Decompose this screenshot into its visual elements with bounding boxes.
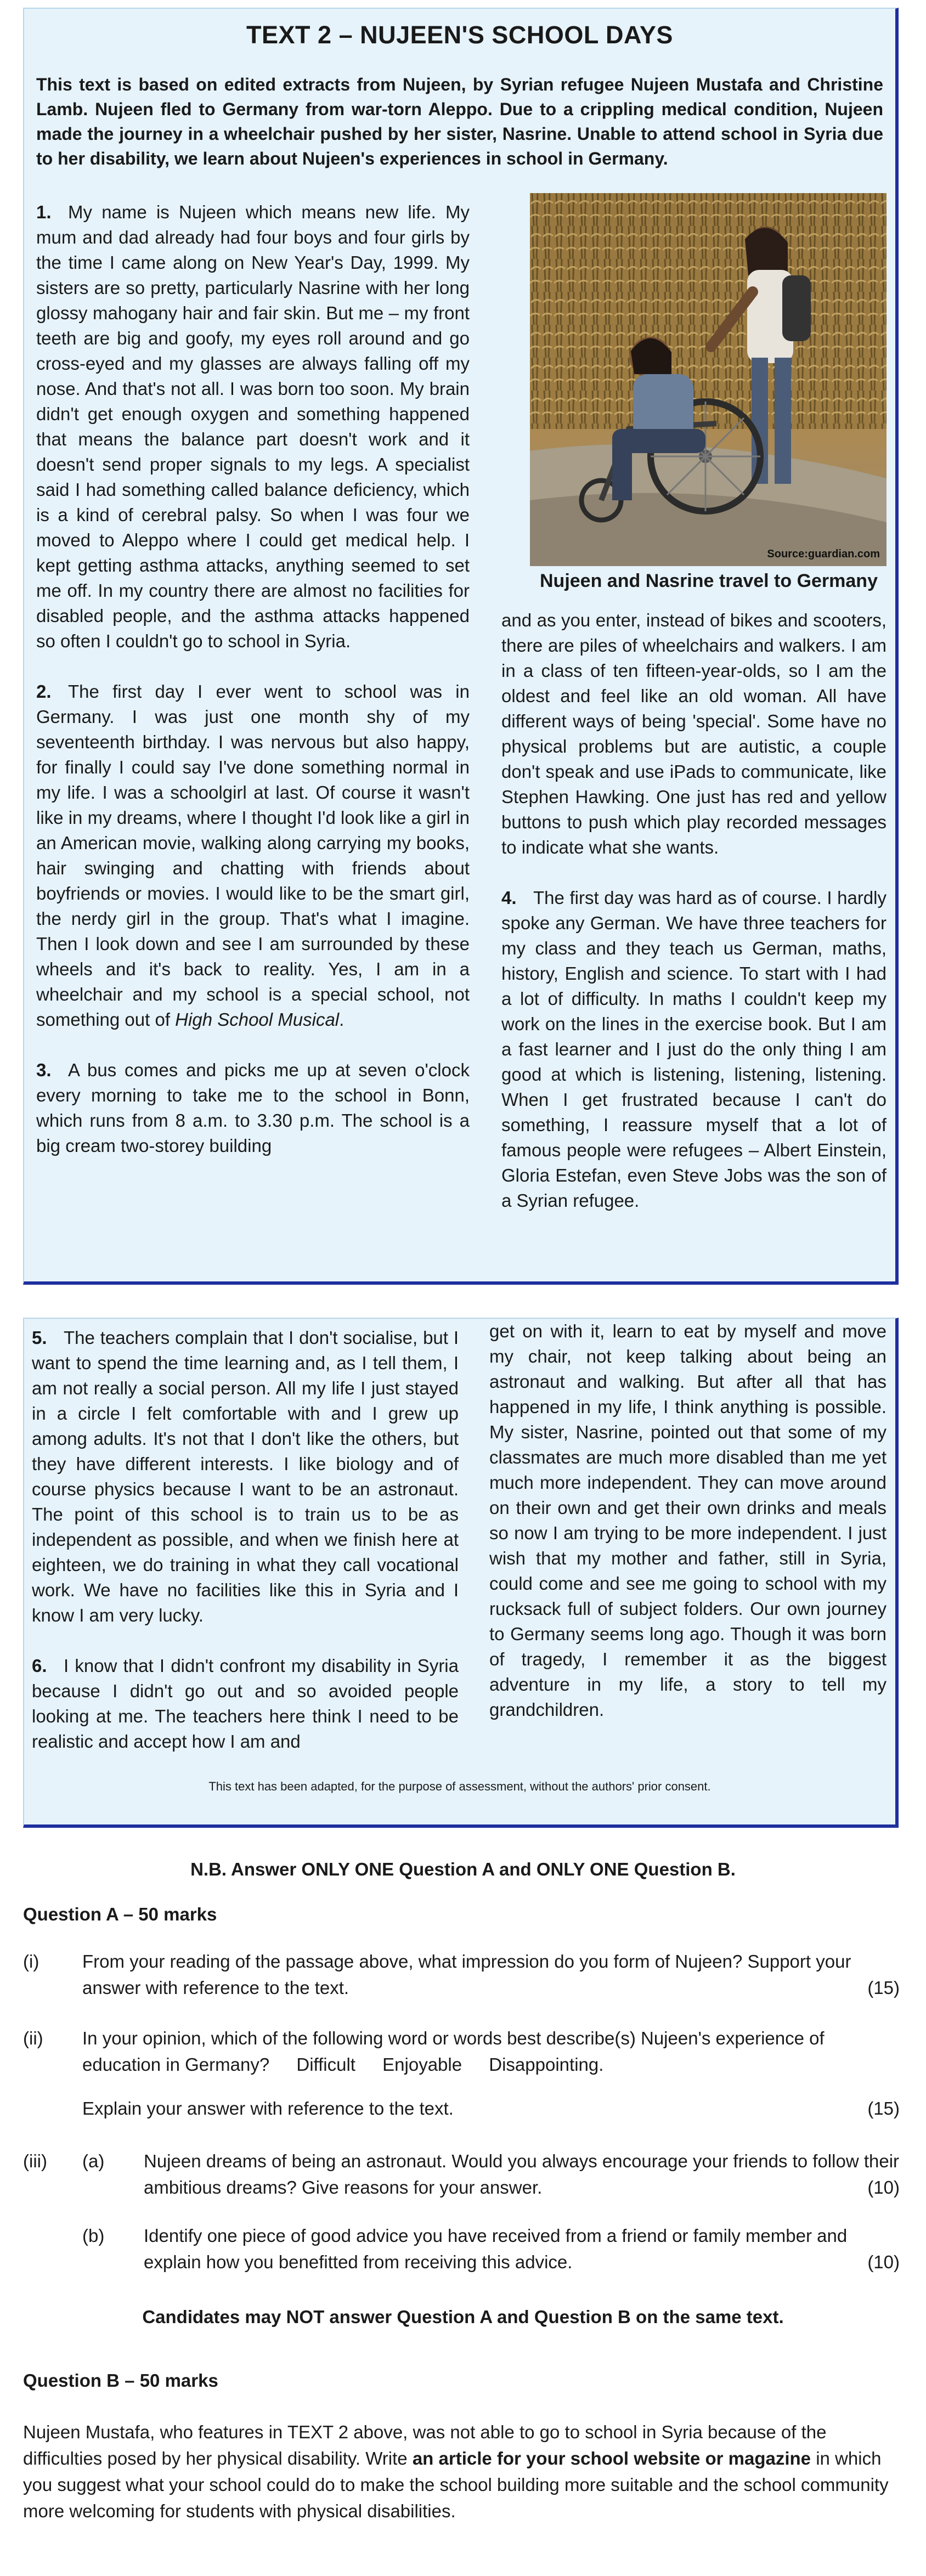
question-text-continued: in which you suggest what your school could do to make the school building more suitable and the school community more welcoming for students with physical disabilities. [23,2448,889,2521]
left-column [36,200,470,1159]
question-text: Explain your answer with reference to the text. [82,2098,454,2119]
marks: (10) [867,2252,900,2272]
left-column-2 [32,1325,459,1754]
paragraph-text: get on with it, learn to eat by myself and move my chair, not keep talking about being an astronaut and walking. But after all that has happened in my life, I think anything is possible. My sister, Nasrine, pointed out that some of my classmates are much more disabled than me yet much more independent. They can move around on their own and get their own drinks and meals so now I am trying to be more independent. I just wish that my mother and father, still in Syria, could come and see me going to school with my rucksack full of subject folders. Our own journey to Germany seems long ago. Though it was born of tragedy, I remember it as the biggest adventure in my life, a story to tell my grandchildren. [489,1321,887,1720]
paragraph-text: The first day I ever went to school was in Germany. I was just one month shy of my seventeenth birthday. I was nervous but also happy, for finally I could say I've done something normal in my life. I was a schoolgirl at last. Of course it wasn't like in my dreams, where I thought I'd look like a girl in an American movie, walking along carrying my books, hair swinging and chatting with friends about boyfriends or movies. I would like to be the smart girl, the nerdy girl in the group. That's what I imagine. Then I look down and see I am surrounded by these wheels and it's back to reality. Yes, I am in a wheelchair and my school is a special school, not something out of [36,681,470,1030]
question-a-ii-part2 [82,2095,900,2122]
paragraph-1 [36,200,470,654]
option-disappointing: Disappointing. [489,2054,604,2075]
intro-paragraph: This text is based on edited extracts from Nujeen, by Syrian refugee Nujeen Mustafa and Christine Lamb. Nujeen fled to Germany from war-torn Aleppo. Due to a crippling medical condition, Nujeen made the journey in a wheelchair pushed by her sister, Nasrine. Unable to attend school in Syria due to her disability, we learn about Nujeen's experiences in school in Germany. [36,75,883,168]
option-difficult: Difficult [296,2054,355,2075]
paragraph-number: 1. [36,202,52,222]
paragraph-2 [36,679,470,1032]
photo-nujeen-nasrine [530,193,887,566]
nb-instruction: N.B. Answer ONLY ONE Question A and ONLY ONE Question B. [190,1859,736,1879]
paragraph-number: 6. [32,1656,47,1676]
question-a-ii [82,2025,900,2078]
marks: (15) [867,1978,900,1998]
answer-warning: Candidates may NOT answer Question A and Question B on the same text. [142,2307,784,2327]
marks: (10) [867,2177,900,2197]
paragraph-4 [501,885,887,1213]
question-text: From your reading of the passage above, what impression do you form of Nujeen? Support your answer with reference to the text. [82,1951,851,1998]
question-a-i [82,1948,900,2001]
text-panel-1 [23,8,899,1285]
paragraph-text-tail: . [339,1009,345,1030]
question-a-iii-a [144,2148,900,2201]
paragraph-text: and as you enter, instead of bikes and scooters, there are piles of wheelchairs and walkers. I am in a class of ten fifteen-year-olds, so I am the oldest and feel like an old woman. All have different ways of being 'special'. Some have no physical problems but are autistic, a couple don't speak and use iPads to communicate, like Stephen Hawking. One just has red and yellow buttons to push which play recorded messages to indicate what she wants. [501,610,887,857]
paragraph-6 [32,1653,459,1754]
question-b-text [23,2419,900,2524]
question-b-heading: Question B – 50 marks [23,2370,218,2391]
paragraph-6-continued [489,1319,887,1722]
marks: (15) [867,2098,900,2119]
paragraph-text: The teachers complain that I don't socialise, but I want to spend the time learning and, as I tell them, I am not really a social person. All my life I just stayed in a circle I felt comfortable with and I grew up among adults. It's not that I don't like the others, but they have different interests. I like biology and of course physics because I want to be an astronaut. The point of this school is to train us to be as independent as possible, and when we finish here at eighteen, we do training in what they call vocational work. We have no facilities like this in Syria and I know I am very lucky. [32,1327,459,1625]
question-a-iii-b-label: (b) [82,2225,105,2246]
paragraph-number: 3. [36,1060,52,1080]
paragraph-3-continued [501,608,887,860]
paragraph-3 [36,1058,470,1159]
paragraph-5 [32,1325,459,1628]
adaptation-note: This text has been adapted, for the purpose of assessment, without the authors' prior consent. [208,1780,711,1793]
paragraph-number: 4. [501,888,517,908]
task-format: an article for your school website or magazine [412,2448,811,2468]
right-column-2 [489,1319,887,1722]
question-a-iii-b [144,2223,900,2275]
photo-image [530,193,887,566]
paragraph-text: My name is Nujeen which means new life. My mum and dad already had four boys and four girls by the time I came along on New Year's Day, 1999. My sisters are so pretty, particularly Nasrine with her long glossy mahogany hair and fair skin. But me – my front teeth are big and goofy, my eyes roll around and go cross-eyed and my glasses are always falling off my nose. And that's not all. I was born too soon. My brain didn't get enough oxygen and something happened that means the balance part doesn't work and it doesn't send proper signals to my legs. A specialist said I had something called balance deficiency, which is a kind of cerebral palsy. So when I was four we moved to Aleppo where I could get medical help. I kept getting asthma attacks, anything seemed to set me off. In my country there are almost no facilities for disabled people, and the asthma attacks happened so often I couldn't go to school in Syria. [36,202,470,651]
question-text: Nujeen Mustafa, who features in TEXT 2 above, was not able to go to school in Syria because of the difficulties posed by her physical disability. Write [23,2422,827,2468]
page-title: TEXT 2 – NUJEEN'S SCHOOL DAYS [246,21,673,49]
question-a-ii-label: (ii) [23,2028,43,2048]
question-a-iii-label: (iii) [23,2151,47,2171]
paragraph-text: A bus comes and picks me up at seven o'clock every morning to take me to the school in Bonn, which runs from 8 a.m. to 3.30 p.m. The school is a big cream two-storey building [36,1060,470,1156]
right-column [501,608,887,1213]
photo-source: Source:guardian.com [767,548,880,560]
question-a-heading: Question A – 50 marks [23,1904,217,1924]
option-enjoyable: Enjoyable [382,2054,462,2075]
paragraph-number: 2. [36,681,52,702]
photo-caption: Nujeen and Nasrine travel to Germany [540,570,878,591]
film-title: High School Musical [175,1009,340,1030]
paragraph-number: 5. [32,1327,47,1348]
question-a-i-label: (i) [23,1951,39,1971]
text-panel-2 [23,1318,899,1828]
paragraph-text: The first day was hard as of course. I hardly spoke any German. We have three teachers for my class and they teach us German, maths, history, English and science. To start with I had a lot of difficulty. In maths I couldn't keep my work on the lines in the exercise book. But I am a fast learner and I just do the only thing I am good at which is listening, listening, listening. When I get frustrated because I can't do something, I reassure myself that a lot of famous people were refugees – Albert Einstein, Gloria Estefan, even Steve Jobs was the son of a Syrian refugee. [501,888,887,1211]
question-text: In your opinion, which of the following word or words best describe(s) Nujeen's experience of education in Germany? [82,2028,825,2075]
question-text: Identify one piece of good advice you have received from a friend or family member and explain how you benefitted from receiving this advice. [144,2225,848,2272]
paragraph-text: I know that I didn't confront my disability in Syria because I didn't go out and so avoided people looking at me. The teachers here think I need to be realistic and accept how I am and [32,1656,459,1752]
question-text: Nujeen dreams of being an astronaut. Would you always encourage your friends to follow their ambitious dreams? Give reasons for your answer. [144,2151,900,2197]
question-a-iii-a-label: (a) [82,2151,105,2171]
